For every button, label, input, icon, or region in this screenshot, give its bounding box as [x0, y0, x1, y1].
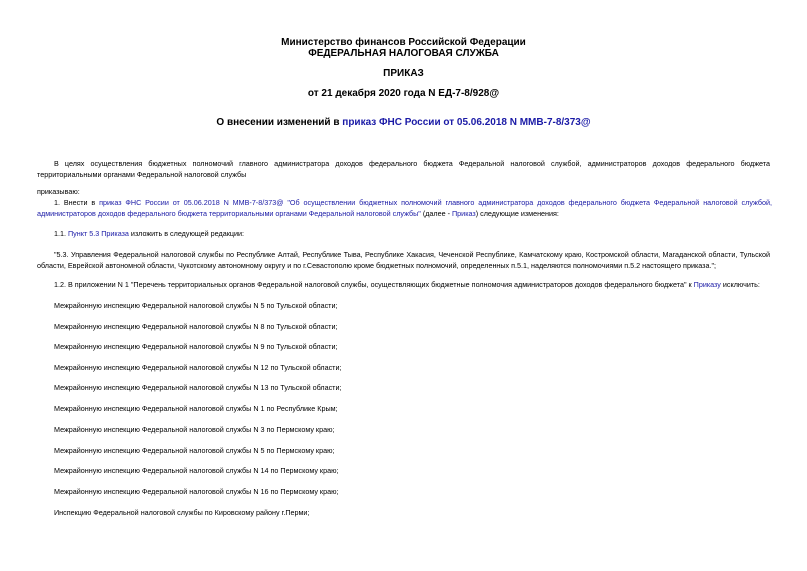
- paragraph-1-2: [54, 279, 760, 290]
- p1-order-link[interactable]: приказ ФНС России от 05.06.2018 N ММВ-7-8/373@ "Об осуществлении бюджетных полномочий главного администратора доходов федерального бюджета Федеральной налоговой службой, администраторов доходов федерального бюджета территориальными органами Федеральной налоговой службы": [37, 198, 773, 218]
- p11-link[interactable]: Пункт 5.3 Приказа: [68, 229, 129, 238]
- date-number-heading: от 21 декабря 2020 года N ЕД-7-8/928@: [307, 88, 500, 99]
- p11-suffix: изложить в следующей редакции:: [128, 229, 244, 238]
- p12-suffix: исключить:: [720, 280, 760, 289]
- excluded-item: Межрайонную инспекцию Федеральной налоговой службы N 16 по Пермскому краю;: [54, 487, 339, 496]
- p1-prefix: 1. Внести в: [54, 198, 100, 207]
- excluded-item: Межрайонную инспекцию Федеральной налоговой службы N 8 по Тульской области;: [54, 322, 338, 331]
- excluded-item: Межрайонную инспекцию Федеральной налоговой службы N 3 по Пермскому краю;: [54, 425, 335, 434]
- prikazyvayu-text: приказываю:: [37, 187, 80, 196]
- p1-suffix: ) следующие изменения:: [475, 209, 559, 218]
- paragraph-5-3: "5.3. Управления Федеральной налоговой службы по Республике Алтай, Республике Тыва, Республике Хакасия, Чеченской Республике, Камчатскому краю, Костромской области, Магаданской области, Тульской области, Еврейской автономной области, Чукотскому автономному округу и по г.Севастополю кроме бюджетных полномочий, определенных п.5.1, наделяются полномочиями п.5.2 настоящего приказа.";: [37, 250, 770, 270]
- excluded-item: Межрайонную инспекцию Федеральной налоговой службы N 14 по Пермскому краю;: [54, 466, 339, 475]
- p1-mid: (далее -: [420, 209, 453, 218]
- excluded-item: Межрайонную инспекцию Федеральной налоговой службы N 12 по Тульской области;: [54, 363, 342, 372]
- excluded-item: Межрайонную инспекцию Федеральной налоговой службы N 5 по Тульской области;: [54, 301, 338, 310]
- p12-prefix: 1.2. В приложении N 1 "Перечень территориальных органов Федеральной налоговой службы, осуществляющих бюджетные полномочия администраторов доходов федерального бюджета" к: [54, 280, 694, 289]
- excluded-item: Межрайонную инспекцию Федеральной налоговой службы N 9 по Тульской области;: [54, 342, 338, 351]
- excluded-item: Межрайонную инспекцию Федеральной налоговой службы N 5 по Пермскому краю;: [54, 446, 335, 455]
- p11-prefix: 1.1.: [54, 229, 68, 238]
- service-heading: ФЕДЕРАЛЬНАЯ НАЛОГОВАЯ СЛУЖБА: [308, 48, 499, 59]
- preamble-paragraph: В целях осуществления бюджетных полномочий главного администратора доходов федерального бюджета Федеральной налоговой службой, администраторов доходов федерального бюджета территориальными органами Федеральной налоговой службы: [37, 159, 770, 179]
- excluded-item: Инспекцию Федеральной налоговой службы по Кировскому району г.Перми;: [54, 508, 310, 517]
- ministry-heading: Министерство финансов Российской Федерации: [281, 37, 526, 48]
- doc-type-heading: ПРИКАЗ: [383, 68, 424, 79]
- excluded-item: Межрайонную инспекцию Федеральной налоговой службы N 13 по Тульской области;: [54, 383, 342, 392]
- paragraph-1: [37, 197, 772, 219]
- excluded-item: Межрайонную инспекцию Федеральной налоговой службы N 1 по Республике Крым;: [54, 404, 338, 413]
- subject-prefix: О внесении изменений в: [216, 117, 343, 128]
- p1-prikaz-link[interactable]: Приказ: [452, 209, 476, 218]
- subject-heading: [0, 117, 807, 128]
- paragraph-1-1: [54, 228, 244, 239]
- p12-link[interactable]: Приказу: [693, 280, 721, 289]
- subject-link[interactable]: приказ ФНС России от 05.06.2018 N ММВ-7-8/373@: [342, 117, 591, 128]
